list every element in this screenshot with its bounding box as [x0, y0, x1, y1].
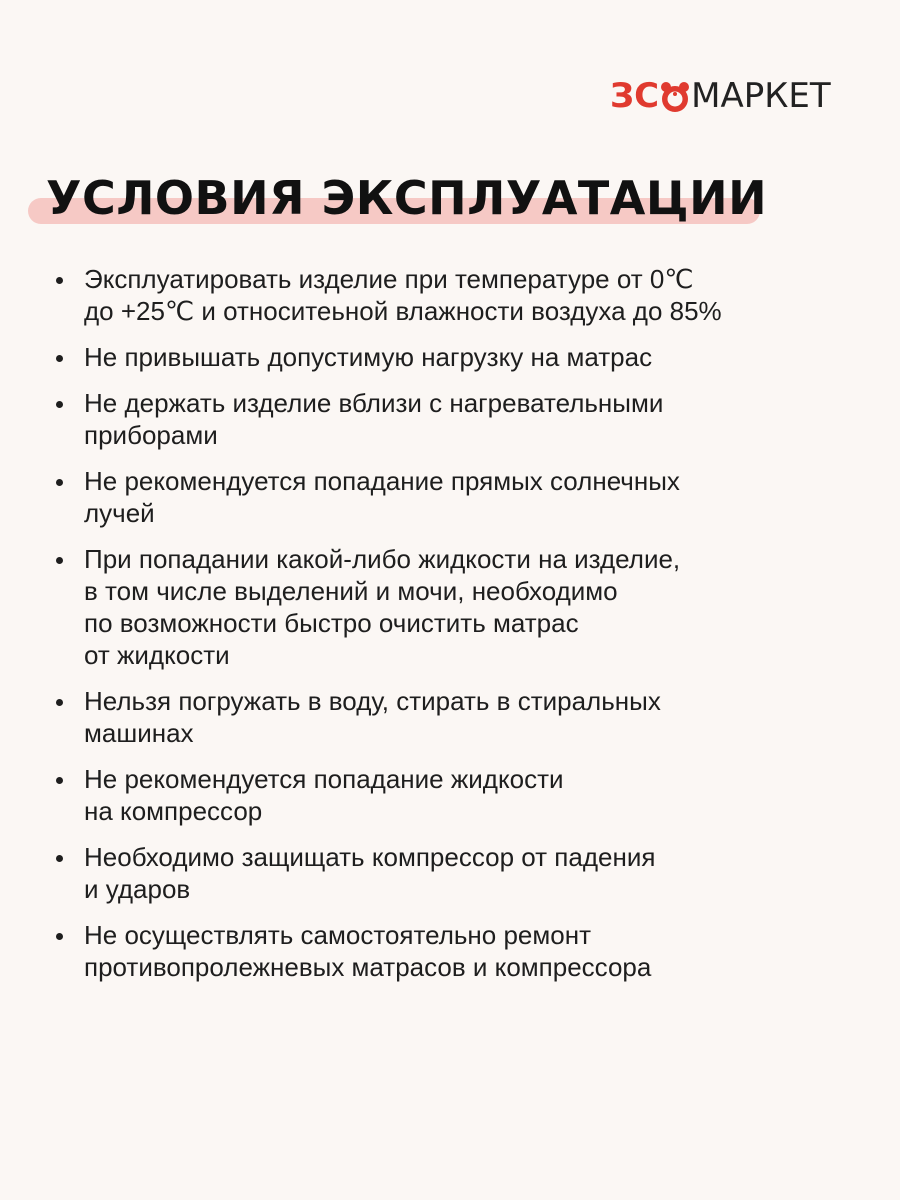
bullet-icon — [56, 401, 63, 408]
list-item — [56, 341, 876, 373]
bullet-icon — [56, 699, 63, 706]
bullet-icon — [56, 355, 63, 362]
brand-logo — [610, 68, 831, 118]
list-item-text: Необходимо защищать компрессор от падения и ударов — [84, 842, 656, 904]
list-item-text: Эксплуатировать изделие при температуре от 0℃ до +25℃ и относитеьной влажности воздуха до 85% — [84, 264, 722, 326]
list-item-text: При попадании какой-либо жидкости на изделие, в том числе выделений и мочи, необходимо по возможности быстро очистить матрас от жидкости — [84, 544, 681, 670]
list-item-text: Не привышать допустимую нагрузку на матрас — [84, 342, 653, 372]
list-item — [56, 465, 876, 529]
page-title: УСЛОВИЯ ЭКСПЛУАТАЦИИ — [46, 171, 768, 225]
list-item-text: Не рекомендуется попадание жидкости на компрессор — [84, 764, 564, 826]
list-item — [56, 387, 876, 451]
bear-head-icon — [660, 74, 690, 118]
list-item — [56, 685, 876, 749]
list-item-text: Не держать изделие вблизи с нагревательными приборами — [84, 388, 664, 450]
bullet-icon — [56, 479, 63, 486]
list-item — [56, 263, 876, 327]
bullet-icon — [56, 277, 63, 284]
list-item — [56, 543, 876, 671]
bullet-icon — [56, 933, 63, 940]
logo-suffix: МАРКЕТ — [691, 76, 831, 116]
title-block — [28, 168, 768, 238]
bullet-icon — [56, 557, 63, 564]
list-item-text: Не осуществлять самостоятельно ремонт противопролежневых матрасов и компрессора — [84, 920, 652, 982]
logo-prefix: ЗС — [610, 76, 660, 116]
conditions-list — [56, 263, 876, 997]
list-item — [56, 841, 876, 905]
list-item — [56, 919, 876, 983]
bullet-icon — [56, 777, 63, 784]
list-item — [56, 763, 876, 827]
list-item-text: Нельзя погружать в воду, стирать в стиральных машинах — [84, 686, 661, 748]
bullet-icon — [56, 855, 63, 862]
list-item-text: Не рекомендуется попадание прямых солнечных лучей — [84, 466, 680, 528]
